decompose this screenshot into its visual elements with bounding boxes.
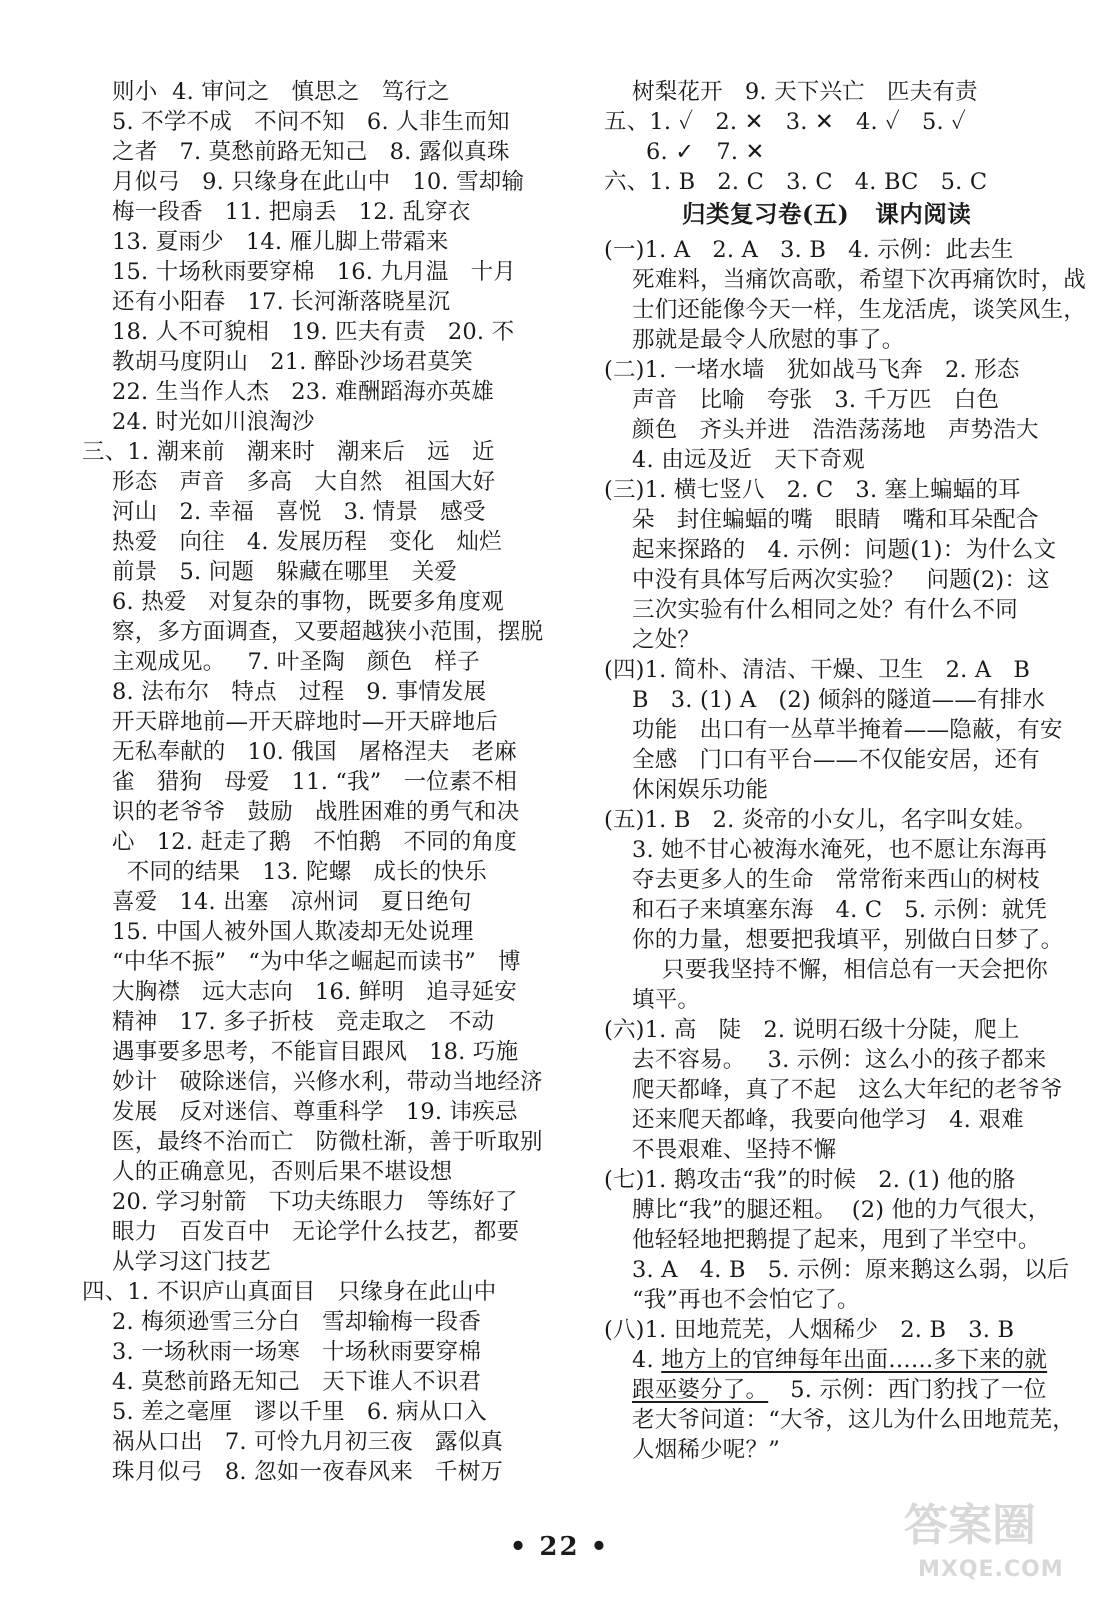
- answer-line: 开天辟地前—开天辟地时—开天辟地后: [112, 709, 498, 735]
- answer-line: 3. 她不甘心被海水淹死，也不愿让东海再: [632, 837, 1048, 863]
- answer-line: 士们还能像今天一样，生龙活虎，谈笑风生，: [632, 297, 1087, 323]
- answer-line: 六、1. B 2. C 3. C 4. BC 5. C: [604, 169, 988, 195]
- answer-line: 中没有具体写后两次实验？ 问题(2)：这: [632, 567, 1050, 593]
- answer-line: 22. 生当作人杰 23. 难酬蹈海亦英雄: [112, 379, 494, 405]
- answer-line: 还有小阳春 17. 长河渐落晓星沉: [112, 289, 451, 315]
- page-number: • 22 •: [509, 1532, 610, 1562]
- answer-line: 河山 2. 幸福 喜悦 3. 情景 感受: [112, 499, 486, 525]
- answer-line: 五、1. ✓ 2. ✕ 3. ✕ 4. ✓ 5. ✓: [604, 109, 966, 135]
- answer-line: (一)1. A 2. A 3. B 4. 示例：此去生: [604, 237, 1014, 263]
- answer-line: 则小 4. 审问之 慎思之 笃行之: [112, 79, 450, 105]
- watermark-bottom-text: MXQE.COM: [918, 1557, 1064, 1582]
- answer-line: 不同的结果 13. 陀螺 成长的快乐: [112, 859, 487, 885]
- answer-line: 月似弓 9. 只缘身在此山中 10. 雪却输: [112, 169, 525, 195]
- answer-line: 填平。: [632, 987, 701, 1013]
- answer-line: 察，多方面调查，又要超越狭小范围，摆脱: [112, 619, 544, 645]
- answer-line: 24. 时光如川浪淘沙: [112, 409, 315, 435]
- answer-line: 声音 比喻 夸张 3. 千万匹 白色: [632, 387, 1000, 413]
- answer-line: 4. 由远及近 天下奇观: [632, 447, 865, 473]
- underlined-text: 跟巫婆分了。: [632, 1377, 769, 1403]
- answer-line: 起来探路的 4. 示例：问题(1)：为什么文: [632, 537, 1057, 563]
- answer-line: (六)1. 高 陡 2. 说明石级十分陡，爬上: [604, 1017, 1020, 1043]
- answer-line: 三次实验有什么相同之处？有什么不同: [632, 597, 1018, 623]
- answer-line: (七)1. 鹅攻击“我”的时候 2. (1) 他的胳: [604, 1167, 1016, 1193]
- answer-line: 和石子来填塞东海 4. C 5. 示例：就凭: [632, 897, 1048, 923]
- answer-line: 夺去更多人的生命 常常衔来西山的树枝: [632, 867, 1040, 893]
- section-heading: 归类复习卷(五) 课内阅读: [682, 200, 972, 228]
- answer-line: 妙计 破除迷信，兴修水利，带动当地经济: [112, 1069, 543, 1095]
- answer-line: 爬天都峰，真了不起 这么大年纪的老爷爷: [632, 1077, 1063, 1103]
- answer-line: 人烟稀少呢？”: [632, 1437, 780, 1463]
- answer-line: (三)1. 横七竖八 2. C 3. 塞上蝙蝠的耳: [604, 477, 1021, 503]
- answer-line: 18. 人不可貌相 19. 匹夫有责 20. 不: [112, 319, 515, 345]
- answer-line: 不畏艰难、坚持不懈: [632, 1137, 837, 1163]
- watermark-top-text: 答案圈: [904, 1500, 1036, 1551]
- answer-line: 之处？: [632, 627, 701, 653]
- answer-line: 去不容易。 3. 示例：这么小的孩子都来: [632, 1047, 1047, 1073]
- answer-line: 只要我坚持不懈，相信总有一天会把你: [662, 957, 1048, 983]
- answer-line: 4. 地方上的官绅每年出面……多下来的就: [632, 1347, 1048, 1373]
- answer-line: 死难料，当痛饮高歌，希望下次再痛饮时，战: [632, 267, 1087, 293]
- answer-line: 无私奉献的 10. 俄国 屠格涅夫 老麻: [112, 739, 518, 765]
- answer-line: 休闲娱乐功能: [632, 777, 769, 803]
- answer-line: (八)1. 田地荒芜，人烟稀少 2. B 3. B: [604, 1317, 1015, 1343]
- answer-line: 从学习这门技艺: [112, 1249, 271, 1275]
- answer-line: 6. ✓ 7. ✕: [646, 139, 765, 165]
- answer-line: 老大爷问道：“大爷，这儿为什么田地荒芜，: [632, 1407, 1076, 1433]
- answer-line: 你的力量，想要把我填平，别做白日梦了。: [632, 927, 1064, 953]
- answer-line: 精神 17. 多子折枝 竞走取之 不动: [112, 1009, 495, 1035]
- answer-line: 5. 差之毫厘 谬以千里 6. 病从口入: [112, 1399, 487, 1425]
- answer-line: 发展 反对迷信、尊重科学 19. 讳疾忌: [112, 1099, 518, 1125]
- answer-line: 四、1. 不识庐山真面目 只缘身在此山中: [82, 1279, 497, 1305]
- answer-line: 那就是最令人欣慰的事了。: [632, 327, 905, 353]
- answer-line: 他轻轻地把鹅提了起来，甩到了半空中。: [632, 1227, 1041, 1253]
- answer-line: 珠月似弓 8. 忽如一夜春风来 千树万: [112, 1459, 504, 1485]
- answer-line: (四)1. 简朴、清洁、干燥、卫生 2. A B: [604, 657, 1031, 683]
- answer-line: 8. 法布尔 特点 过程 9. 事情发展: [112, 679, 487, 705]
- answer-line: 前景 5. 问题 躲藏在哪里 关爱: [112, 559, 458, 585]
- answer-line: (五)1. B 2. 炎帝的小女儿，名字叫女娃。: [604, 807, 1037, 833]
- answer-line: 三、1. 潮来前 潮来时 潮来后 远 近: [82, 439, 495, 465]
- answer-line: 4. 莫愁前路无知己 天下谁人不识君: [112, 1369, 482, 1395]
- answer-line: 5. 不学不成 不问不知 6. 人非生而知: [112, 109, 510, 135]
- answer-line: 15. 中国人被外国人欺凌却无处说理: [112, 919, 474, 945]
- answer-line: 医，最终不治而亡 防微杜渐，善于听取别: [112, 1129, 543, 1155]
- answer-line: 大胸襟 远大志向 16. 鲜明 追寻延安: [112, 979, 518, 1005]
- answer-line: 树梨花开 9. 天下兴亡 匹夫有责: [632, 79, 978, 105]
- answer-line: 形态 声音 多高 大自然 祖国大好: [112, 469, 496, 495]
- answer-line: 全感 门口有平台——不仅能安居，还有: [632, 747, 1040, 773]
- answer-line: 遇事要多思考，不能盲目跟风 18. 巧施: [112, 1039, 519, 1065]
- answer-line: 功能 出口有一丛草半掩着——隐蔽，有安: [632, 717, 1063, 743]
- answer-line: 3. 一场秋雨一场寒 十场秋雨要穿棉: [112, 1339, 482, 1365]
- answer-line: 喜爱 14. 出塞 凉州词 夏日绝句: [112, 889, 472, 915]
- answer-line: 雀 猎狗 母爱 11. “我” 一位素不相: [112, 769, 518, 795]
- answer-line: 之者 7. 莫愁前路无知己 8. 露似真珠: [112, 139, 510, 165]
- answer-line: 心 12. 赶走了鹅 不怕鹅 不同的角度: [112, 829, 518, 855]
- answer-line: 15. 十场秋雨要穿棉 16. 九月温 十月: [112, 259, 516, 285]
- answer-line: 20. 学习射箭 下功夫练眼力 等练好了: [112, 1189, 518, 1215]
- answer-line: 热爱 向往 4. 发展历程 变化 灿烂: [112, 529, 502, 555]
- answer-line: 颜色 齐头并进 浩浩荡荡地 声势浩大: [632, 417, 1039, 443]
- underlined-text: 地方上的官绅每年出面……多下来的就: [661, 1347, 1048, 1373]
- answer-line: (二)1. 一堵水墙 犹如战马飞奔 2. 形态: [604, 357, 1020, 383]
- answer-line: 教胡马度阴山 21. 醉卧沙场君莫笑: [112, 349, 473, 375]
- answer-line: 6. 热爱 对复杂的事物，既要多角度观: [112, 589, 504, 615]
- answer-line: 还来爬天都峰，我要向他学习 4. 艰难: [632, 1107, 1024, 1133]
- answer-line: 膊比“我”的腿还粗。 (2) 他的力气很大，: [632, 1197, 1051, 1223]
- answer-line: 2. 梅须逊雪三分白 雪却输梅一段香: [112, 1309, 482, 1335]
- answer-line: 眼力 百发百中 无论学什么技艺，都要: [112, 1219, 520, 1245]
- answer-line: 祸从口出 7. 可怜九月初三夜 露似真: [112, 1429, 504, 1455]
- answer-line: 人的正确意见，否则后果不堪设想: [112, 1159, 453, 1185]
- answer-line: “我”再也不会怕它了。: [632, 1287, 860, 1313]
- answer-line: “中华不振” “为中华之崛起而读书” 博: [112, 949, 521, 975]
- answer-line: 梅一段香 11. 把扇丢 12. 乱穿衣: [112, 199, 471, 225]
- answer-line: 朵 封住蝙蝠的嘴 眼睛 嘴和耳朵配合: [632, 507, 1039, 533]
- answer-line: 识的老爷爷 鼓励 战胜困难的勇气和决: [112, 799, 520, 825]
- answer-line: 主观成见。 7. 叶圣陶 颜色 样子: [112, 649, 480, 675]
- answer-line: 跟巫婆分了。 5. 示例：西门豹找了一位: [632, 1377, 1047, 1403]
- answer-line: 3. A 4. B 5. 示例：原来鹅这么弱，以后: [632, 1257, 1070, 1283]
- watermark-logo: [900, 1488, 1096, 1588]
- answer-line: B 3. (1) A (2) 倾斜的隧道——有排水: [632, 687, 1046, 713]
- answer-line: 13. 夏雨少 14. 雁儿脚上带霜来: [112, 229, 449, 255]
